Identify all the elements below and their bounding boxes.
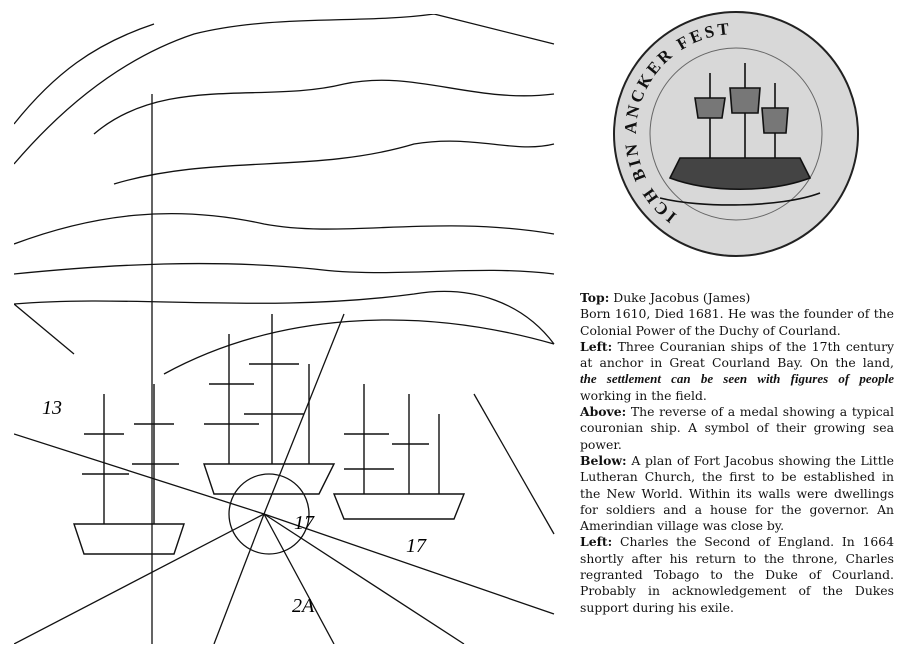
drawing-label: 13 [42,397,62,419]
caption-heading: Top: [580,290,610,305]
caption-line: at anchor in Great Courland Bay. On the land, [580,355,894,371]
caption-line: Duke Jacobus (James) [613,290,751,305]
caption-line: regranted Tobago to the Duke of Courland. [580,567,894,583]
caption-line: Colonial Power of the Duchy of Courland. [580,322,841,338]
caption-text [580,290,894,616]
medal-image [610,8,862,260]
drawing-label: 2A [292,595,315,617]
caption-line: for soldiers and a house for the governor. An [580,501,894,517]
drawing-label: 17 [294,512,314,534]
caption-line: the New World. Within its walls were dwellings [580,485,894,501]
caption-line: The reverse of a medal showing a typical [630,404,894,420]
caption-line: Three Couranian ships of the 17th century [617,338,894,354]
caption-heading: Left: [580,338,613,354]
caption-line: working in the field. [580,387,707,403]
ships-at-anchor-sketch [14,14,564,644]
caption-line: support during his exile. [580,599,734,615]
caption-line: shortly after his return to the throne, Charles [580,550,894,566]
drawing-label: 17 [406,535,426,557]
caption-line: A plan of Fort Jacobus showing the Little [631,452,894,468]
caption-heading: Above: [580,404,627,420]
caption-line: Amerindian village was close by. [580,518,785,534]
caption-line: couronian ship. A symbol of their growing sea [580,420,894,436]
caption-line: Probably in acknowledgement of the Dukes [580,583,894,599]
caption-line: Born 1610, Died 1681. He was the founder of the [580,306,894,322]
caption-line: Lutheran Church, the first to be established in [580,469,894,485]
caption-heading: Below: [580,452,627,468]
caption-line: the settlement can be seen with figures of people [580,371,894,387]
medal-inscription: ICH BIN ANCKER FEST [620,18,733,227]
caption-line: Charles the Second of England. In 1664 [620,534,894,550]
caption-line: power. [580,436,622,452]
caption-heading: Left: [580,534,613,550]
